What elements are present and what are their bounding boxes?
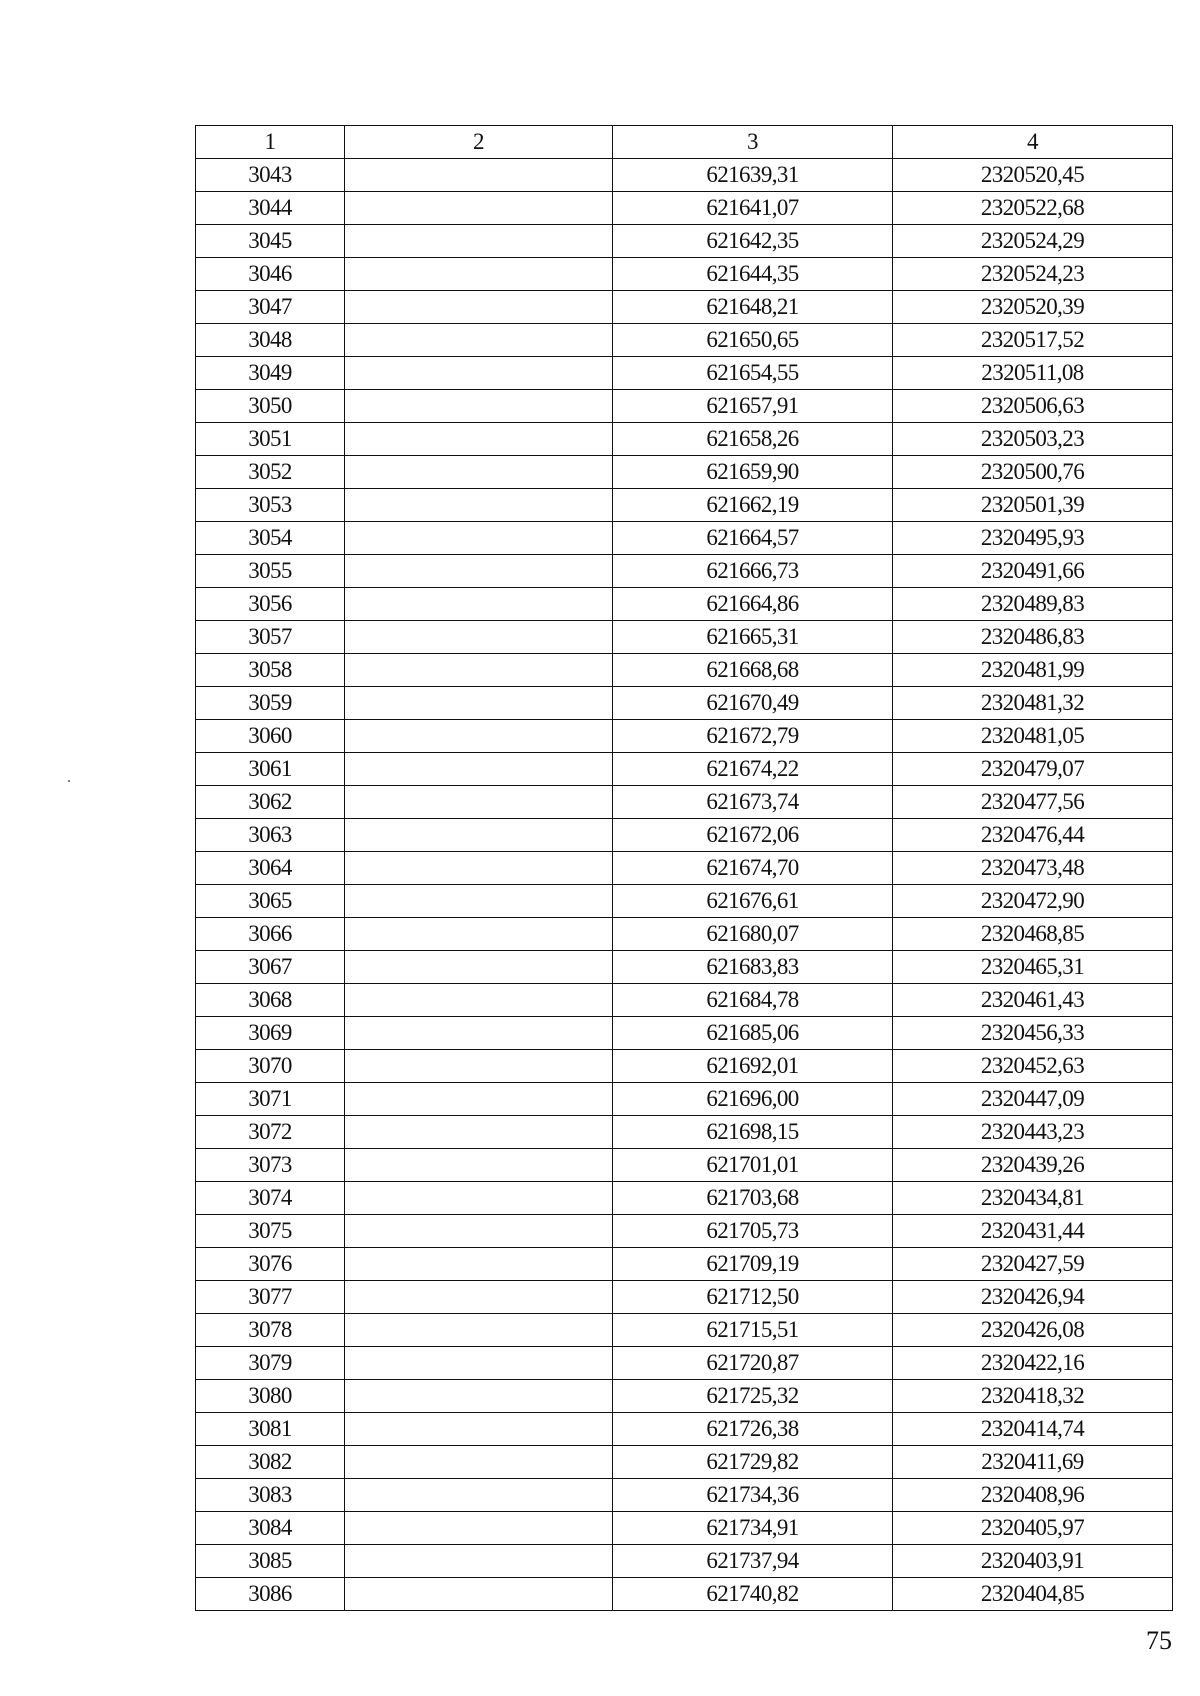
table-row — [196, 984, 1173, 1017]
y-coordinate-cell: 2320426,08 — [893, 1314, 1173, 1347]
y-coordinate-cell: 2320506,63 — [893, 390, 1173, 423]
point-number-cell: 3086 — [196, 1578, 345, 1611]
point-number-cell: 3067 — [196, 951, 345, 984]
point-number-cell: 3068 — [196, 984, 345, 1017]
point-number-cell: 3084 — [196, 1512, 345, 1545]
table-row — [196, 786, 1173, 819]
point-number-cell: 3048 — [196, 324, 345, 357]
description-cell — [345, 753, 613, 786]
table-row — [196, 159, 1173, 192]
y-coordinate-cell: 2320481,05 — [893, 720, 1173, 753]
table-row — [196, 1413, 1173, 1446]
x-coordinate-cell: 621664,86 — [613, 588, 893, 621]
point-number-cell: 3060 — [196, 720, 345, 753]
table-row — [196, 1050, 1173, 1083]
scan-speck — [68, 780, 70, 782]
description-cell — [345, 1314, 613, 1347]
x-coordinate-cell: 621674,22 — [613, 753, 893, 786]
table-row — [196, 1314, 1173, 1347]
table-row — [196, 819, 1173, 852]
y-coordinate-cell: 2320456,33 — [893, 1017, 1173, 1050]
y-coordinate-cell: 2320447,09 — [893, 1083, 1173, 1116]
description-cell — [345, 159, 613, 192]
x-coordinate-cell: 621680,07 — [613, 918, 893, 951]
description-cell — [345, 786, 613, 819]
table-header — [196, 126, 1173, 159]
point-number-cell: 3062 — [196, 786, 345, 819]
y-coordinate-cell: 2320468,85 — [893, 918, 1173, 951]
table-row — [196, 1479, 1173, 1512]
header-col-2: 2 — [345, 126, 613, 159]
y-coordinate-cell: 2320403,91 — [893, 1545, 1173, 1578]
description-cell — [345, 1347, 613, 1380]
y-coordinate-cell: 2320501,39 — [893, 489, 1173, 522]
y-coordinate-cell: 2320477,56 — [893, 786, 1173, 819]
x-coordinate-cell: 621698,15 — [613, 1116, 893, 1149]
description-cell — [345, 456, 613, 489]
description-cell — [345, 192, 613, 225]
description-cell — [345, 1083, 613, 1116]
x-coordinate-cell: 621644,35 — [613, 258, 893, 291]
point-number-cell: 3063 — [196, 819, 345, 852]
description-cell — [345, 258, 613, 291]
point-number-cell: 3053 — [196, 489, 345, 522]
point-number-cell: 3061 — [196, 753, 345, 786]
y-coordinate-cell: 2320503,23 — [893, 423, 1173, 456]
description-cell — [345, 819, 613, 852]
y-coordinate-cell: 2320517,52 — [893, 324, 1173, 357]
y-coordinate-cell: 2320520,45 — [893, 159, 1173, 192]
x-coordinate-cell: 621703,68 — [613, 1182, 893, 1215]
x-coordinate-cell: 621737,94 — [613, 1545, 893, 1578]
x-coordinate-cell: 621659,90 — [613, 456, 893, 489]
x-coordinate-cell: 621734,36 — [613, 1479, 893, 1512]
x-coordinate-cell: 621673,74 — [613, 786, 893, 819]
y-coordinate-cell: 2320489,83 — [893, 588, 1173, 621]
table-row — [196, 1248, 1173, 1281]
x-coordinate-cell: 621674,70 — [613, 852, 893, 885]
point-number-cell: 3083 — [196, 1479, 345, 1512]
y-coordinate-cell: 2320473,48 — [893, 852, 1173, 885]
x-coordinate-cell: 621709,19 — [613, 1248, 893, 1281]
point-number-cell: 3046 — [196, 258, 345, 291]
y-coordinate-cell: 2320522,68 — [893, 192, 1173, 225]
table-row — [196, 225, 1173, 258]
point-number-cell: 3085 — [196, 1545, 345, 1578]
y-coordinate-cell: 2320524,29 — [893, 225, 1173, 258]
table-row — [196, 489, 1173, 522]
header-col-3: 3 — [613, 126, 893, 159]
x-coordinate-cell: 621642,35 — [613, 225, 893, 258]
x-coordinate-cell: 621720,87 — [613, 1347, 893, 1380]
table-row — [196, 1215, 1173, 1248]
x-coordinate-cell: 621701,01 — [613, 1149, 893, 1182]
description-cell — [345, 489, 613, 522]
point-number-cell: 3043 — [196, 159, 345, 192]
table-row — [196, 1116, 1173, 1149]
y-coordinate-cell: 2320414,74 — [893, 1413, 1173, 1446]
point-number-cell: 3054 — [196, 522, 345, 555]
description-cell — [345, 588, 613, 621]
table-row — [196, 291, 1173, 324]
description-cell — [345, 1578, 613, 1611]
y-coordinate-cell: 2320408,96 — [893, 1479, 1173, 1512]
y-coordinate-cell: 2320431,44 — [893, 1215, 1173, 1248]
point-number-cell: 3058 — [196, 654, 345, 687]
description-cell — [345, 522, 613, 555]
table-row — [196, 621, 1173, 654]
x-coordinate-cell: 621665,31 — [613, 621, 893, 654]
description-cell — [345, 1215, 613, 1248]
x-coordinate-cell: 621657,91 — [613, 390, 893, 423]
x-coordinate-cell: 621676,61 — [613, 885, 893, 918]
point-number-cell: 3081 — [196, 1413, 345, 1446]
x-coordinate-cell: 621672,79 — [613, 720, 893, 753]
description-cell — [345, 1512, 613, 1545]
table-row — [196, 390, 1173, 423]
description-cell — [345, 291, 613, 324]
table-body — [196, 159, 1173, 1611]
x-coordinate-cell: 621662,19 — [613, 489, 893, 522]
table-row — [196, 357, 1173, 390]
table-row — [196, 753, 1173, 786]
description-cell — [345, 1050, 613, 1083]
point-number-cell: 3065 — [196, 885, 345, 918]
x-coordinate-cell: 621729,82 — [613, 1446, 893, 1479]
y-coordinate-cell: 2320520,39 — [893, 291, 1173, 324]
header-col-4: 4 — [893, 126, 1173, 159]
y-coordinate-cell: 2320422,16 — [893, 1347, 1173, 1380]
point-number-cell: 3076 — [196, 1248, 345, 1281]
y-coordinate-cell: 2320481,32 — [893, 687, 1173, 720]
table-row — [196, 1182, 1173, 1215]
point-number-cell: 3074 — [196, 1182, 345, 1215]
point-number-cell: 3051 — [196, 423, 345, 456]
x-coordinate-cell: 621715,51 — [613, 1314, 893, 1347]
description-cell — [345, 1182, 613, 1215]
description-cell — [345, 390, 613, 423]
y-coordinate-cell: 2320479,07 — [893, 753, 1173, 786]
point-number-cell: 3082 — [196, 1446, 345, 1479]
x-coordinate-cell: 621641,07 — [613, 192, 893, 225]
table-row — [196, 852, 1173, 885]
table-row — [196, 720, 1173, 753]
y-coordinate-cell: 2320411,69 — [893, 1446, 1173, 1479]
point-number-cell: 3050 — [196, 390, 345, 423]
x-coordinate-cell: 621672,06 — [613, 819, 893, 852]
x-coordinate-cell: 621650,65 — [613, 324, 893, 357]
header-row — [196, 126, 1173, 159]
point-number-cell: 3069 — [196, 1017, 345, 1050]
point-number-cell: 3052 — [196, 456, 345, 489]
point-number-cell: 3049 — [196, 357, 345, 390]
table-row — [196, 192, 1173, 225]
table-row — [196, 588, 1173, 621]
x-coordinate-cell: 621725,32 — [613, 1380, 893, 1413]
point-number-cell: 3059 — [196, 687, 345, 720]
y-coordinate-cell: 2320472,90 — [893, 885, 1173, 918]
table-row — [196, 951, 1173, 984]
description-cell — [345, 1446, 613, 1479]
point-number-cell: 3071 — [196, 1083, 345, 1116]
point-number-cell: 3075 — [196, 1215, 345, 1248]
x-coordinate-cell: 621740,82 — [613, 1578, 893, 1611]
table-row — [196, 1380, 1173, 1413]
x-coordinate-cell: 621664,57 — [613, 522, 893, 555]
y-coordinate-cell: 2320405,97 — [893, 1512, 1173, 1545]
table-row — [196, 885, 1173, 918]
table-row — [196, 918, 1173, 951]
point-number-cell: 3045 — [196, 225, 345, 258]
point-number-cell: 3078 — [196, 1314, 345, 1347]
header-col-1: 1 — [196, 126, 345, 159]
table-row — [196, 258, 1173, 291]
point-number-cell: 3066 — [196, 918, 345, 951]
y-coordinate-cell: 2320495,93 — [893, 522, 1173, 555]
y-coordinate-cell: 2320426,94 — [893, 1281, 1173, 1314]
description-cell — [345, 1281, 613, 1314]
coordinate-table-container — [195, 125, 1172, 1611]
table-row — [196, 1083, 1173, 1116]
description-cell — [345, 1479, 613, 1512]
description-cell — [345, 1413, 613, 1446]
point-number-cell: 3064 — [196, 852, 345, 885]
y-coordinate-cell: 2320465,31 — [893, 951, 1173, 984]
table-row — [196, 1545, 1173, 1578]
description-cell — [345, 1017, 613, 1050]
point-number-cell: 3047 — [196, 291, 345, 324]
point-number-cell: 3080 — [196, 1380, 345, 1413]
description-cell — [345, 1380, 613, 1413]
x-coordinate-cell: 621668,68 — [613, 654, 893, 687]
description-cell — [345, 621, 613, 654]
point-number-cell: 3056 — [196, 588, 345, 621]
y-coordinate-cell: 2320476,44 — [893, 819, 1173, 852]
table-row — [196, 1578, 1173, 1611]
y-coordinate-cell: 2320500,76 — [893, 456, 1173, 489]
table-row — [196, 687, 1173, 720]
x-coordinate-cell: 621726,38 — [613, 1413, 893, 1446]
x-coordinate-cell: 621648,21 — [613, 291, 893, 324]
description-cell — [345, 324, 613, 357]
y-coordinate-cell: 2320452,63 — [893, 1050, 1173, 1083]
description-cell — [345, 1116, 613, 1149]
description-cell — [345, 1149, 613, 1182]
x-coordinate-cell: 621734,91 — [613, 1512, 893, 1545]
y-coordinate-cell: 2320481,99 — [893, 654, 1173, 687]
description-cell — [345, 357, 613, 390]
table-row — [196, 1347, 1173, 1380]
description-cell — [345, 720, 613, 753]
table-row — [196, 423, 1173, 456]
x-coordinate-cell: 621639,31 — [613, 159, 893, 192]
point-number-cell: 3079 — [196, 1347, 345, 1380]
table-row — [196, 555, 1173, 588]
x-coordinate-cell: 621666,73 — [613, 555, 893, 588]
point-number-cell: 3070 — [196, 1050, 345, 1083]
point-number-cell: 3073 — [196, 1149, 345, 1182]
point-number-cell: 3044 — [196, 192, 345, 225]
point-number-cell: 3057 — [196, 621, 345, 654]
y-coordinate-cell: 2320443,23 — [893, 1116, 1173, 1149]
table-row — [196, 522, 1173, 555]
y-coordinate-cell: 2320511,08 — [893, 357, 1173, 390]
table-row — [196, 456, 1173, 489]
x-coordinate-cell: 621670,49 — [613, 687, 893, 720]
description-cell — [345, 654, 613, 687]
x-coordinate-cell: 621692,01 — [613, 1050, 893, 1083]
table-row — [196, 1446, 1173, 1479]
y-coordinate-cell: 2320486,83 — [893, 621, 1173, 654]
table-row — [196, 1281, 1173, 1314]
table-row — [196, 1149, 1173, 1182]
description-cell — [345, 225, 613, 258]
table-row — [196, 324, 1173, 357]
x-coordinate-cell: 621654,55 — [613, 357, 893, 390]
description-cell — [345, 885, 613, 918]
x-coordinate-cell: 621685,06 — [613, 1017, 893, 1050]
description-cell — [345, 951, 613, 984]
y-coordinate-cell: 2320427,59 — [893, 1248, 1173, 1281]
description-cell — [345, 687, 613, 720]
x-coordinate-cell: 621712,50 — [613, 1281, 893, 1314]
y-coordinate-cell: 2320491,66 — [893, 555, 1173, 588]
y-coordinate-cell: 2320404,85 — [893, 1578, 1173, 1611]
point-number-cell: 3055 — [196, 555, 345, 588]
description-cell — [345, 852, 613, 885]
x-coordinate-cell: 621705,73 — [613, 1215, 893, 1248]
point-number-cell: 3072 — [196, 1116, 345, 1149]
table-row — [196, 654, 1173, 687]
y-coordinate-cell: 2320461,43 — [893, 984, 1173, 1017]
point-number-cell: 3077 — [196, 1281, 345, 1314]
y-coordinate-cell: 2320439,26 — [893, 1149, 1173, 1182]
description-cell — [345, 1545, 613, 1578]
page-number: 75 — [1146, 1626, 1172, 1655]
y-coordinate-cell: 2320524,23 — [893, 258, 1173, 291]
coordinate-table — [195, 125, 1173, 1611]
x-coordinate-cell: 621658,26 — [613, 423, 893, 456]
table-row — [196, 1017, 1173, 1050]
description-cell — [345, 984, 613, 1017]
y-coordinate-cell: 2320434,81 — [893, 1182, 1173, 1215]
description-cell — [345, 918, 613, 951]
description-cell — [345, 423, 613, 456]
table-row — [196, 1512, 1173, 1545]
description-cell — [345, 1248, 613, 1281]
x-coordinate-cell: 621684,78 — [613, 984, 893, 1017]
x-coordinate-cell: 621696,00 — [613, 1083, 893, 1116]
description-cell — [345, 555, 613, 588]
y-coordinate-cell: 2320418,32 — [893, 1380, 1173, 1413]
x-coordinate-cell: 621683,83 — [613, 951, 893, 984]
